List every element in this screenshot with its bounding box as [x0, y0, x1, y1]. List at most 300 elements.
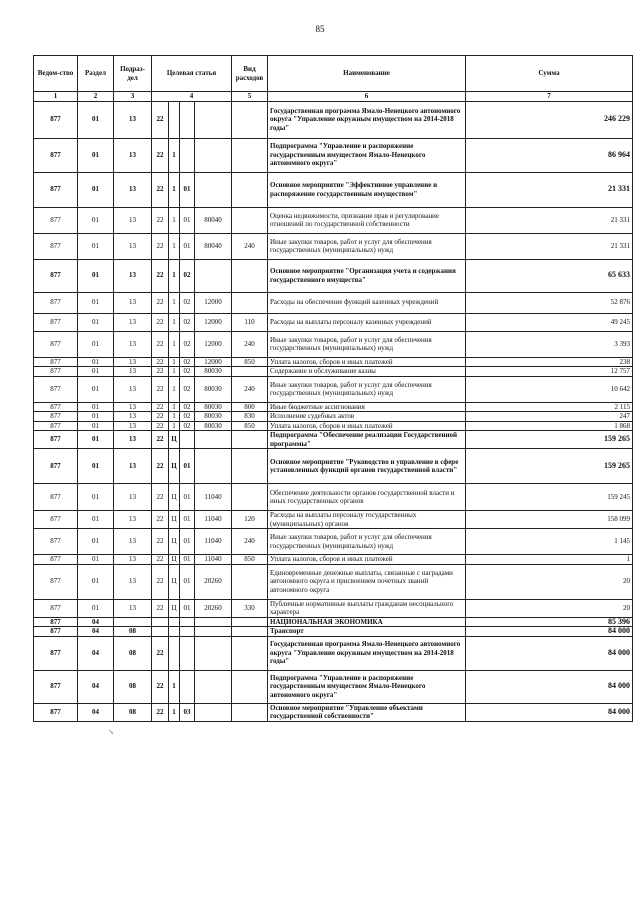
target-subprogram-cell: Ц: [169, 511, 180, 529]
sum-cell: 21 331: [466, 172, 633, 207]
table-row: [34, 421, 633, 431]
table-row: [34, 233, 633, 259]
table-row: [34, 599, 633, 617]
target-subprogram-cell: 1: [169, 357, 180, 367]
podrazdel-cell: 13: [114, 564, 152, 599]
dept-cell: 877: [34, 529, 78, 555]
column-number: 7: [466, 92, 633, 102]
target-program-cell: 22: [152, 670, 169, 703]
table-row: [34, 207, 633, 233]
target-direction-cell: 12000: [195, 313, 232, 331]
podrazdel-cell: 13: [114, 376, 152, 402]
target-subprogram-cell: 1: [169, 402, 180, 412]
vid-cell: [232, 207, 268, 233]
target-program-cell: 22: [152, 703, 169, 721]
table-row: [34, 529, 633, 555]
sum-cell: 10 642: [466, 376, 633, 402]
razdel-cell: 04: [78, 627, 114, 637]
razdel-cell: 01: [78, 357, 114, 367]
target-event-cell: [180, 101, 195, 138]
target-direction-cell: 80030: [195, 376, 232, 402]
dept-cell: 877: [34, 670, 78, 703]
vid-cell: 850: [232, 555, 268, 565]
target-direction-cell: 11040: [195, 484, 232, 511]
target-subprogram-cell: 1: [169, 292, 180, 313]
target-event-cell: 02: [180, 259, 195, 292]
podrazdel-cell: 13: [114, 259, 152, 292]
target-direction-cell: 11040: [195, 529, 232, 555]
target-event-cell: [180, 138, 195, 172]
dept-cell: 877: [34, 357, 78, 367]
podrazdel-cell: 13: [114, 449, 152, 484]
name-cell: Иные закупки товаров, работ и услуг для обеспечения государственных (муниципальных) нужд: [268, 376, 466, 402]
name-cell: Расходы на обеспечение функций казенных учреждений: [268, 292, 466, 313]
target-direction-cell: [195, 431, 232, 449]
target-event-cell: 01: [180, 599, 195, 617]
column-number: 5: [232, 92, 268, 102]
sum-cell: 3 393: [466, 331, 633, 357]
name-cell: Иные бюджетные ассигнования: [268, 402, 466, 412]
dept-cell: 877: [34, 484, 78, 511]
page-number: 85: [315, 24, 325, 34]
target-direction-cell: 80040: [195, 233, 232, 259]
column-number: 6: [268, 92, 466, 102]
table-row: [34, 511, 633, 529]
target-event-cell: 01: [180, 484, 195, 511]
sum-cell: 12 757: [466, 367, 633, 377]
name-cell: Оценка недвижимости, признание прав и регулирование отношений по государственной собственности: [268, 207, 466, 233]
sum-cell: 159 245: [466, 484, 633, 511]
razdel-cell: 01: [78, 421, 114, 431]
razdel-cell: 01: [78, 484, 114, 511]
razdel-cell: 01: [78, 101, 114, 138]
target-program-cell: 22: [152, 421, 169, 431]
table-row: [34, 484, 633, 511]
header-vid: Вид расходов: [232, 56, 268, 92]
dept-cell: 877: [34, 402, 78, 412]
column-number: 4: [152, 92, 232, 102]
target-event-cell: 01: [180, 449, 195, 484]
target-direction-cell: 80030: [195, 421, 232, 431]
razdel-cell: 01: [78, 449, 114, 484]
target-program-cell: 22: [152, 207, 169, 233]
target-subprogram-cell: 1: [169, 703, 180, 721]
target-event-cell: 01: [180, 511, 195, 529]
column-number: 3: [114, 92, 152, 102]
podrazdel-cell: 13: [114, 412, 152, 422]
name-cell: Исполнение судебных актов: [268, 412, 466, 422]
name-cell: Содержание и обслуживание казны: [268, 367, 466, 377]
target-event-cell: 01: [180, 172, 195, 207]
podrazdel-cell: 13: [114, 529, 152, 555]
razdel-cell: 01: [78, 313, 114, 331]
sum-cell: 2 115: [466, 402, 633, 412]
table-row: [34, 138, 633, 172]
target-program-cell: 22: [152, 357, 169, 367]
target-subprogram-cell: [169, 627, 180, 637]
podrazdel-cell: 08: [114, 703, 152, 721]
target-direction-cell: 80030: [195, 402, 232, 412]
column-number: 1: [34, 92, 78, 102]
vid-cell: [232, 617, 268, 627]
podrazdel-cell: 13: [114, 207, 152, 233]
vid-cell: 110: [232, 313, 268, 331]
target-direction-cell: 20260: [195, 599, 232, 617]
vid-cell: 850: [232, 357, 268, 367]
dept-cell: 877: [34, 449, 78, 484]
name-cell: Подпрограмма "Обеспечение реализации Государственной программы": [268, 431, 466, 449]
vid-cell: [232, 449, 268, 484]
vid-cell: [232, 292, 268, 313]
podrazdel-cell: 08: [114, 636, 152, 670]
vid-cell: [232, 627, 268, 637]
razdel-cell: 04: [78, 703, 114, 721]
podrazdel-cell: 13: [114, 292, 152, 313]
target-program-cell: 22: [152, 412, 169, 422]
target-program-cell: 22: [152, 313, 169, 331]
target-direction-cell: [195, 617, 232, 627]
podrazdel-cell: 13: [114, 402, 152, 412]
dept-cell: 877: [34, 636, 78, 670]
name-cell: Основное мероприятие "Эффективное управление и распоряжение государственным имуществом": [268, 172, 466, 207]
target-subprogram-cell: [169, 636, 180, 670]
vid-cell: 240: [232, 233, 268, 259]
sum-cell: 247: [466, 412, 633, 422]
sum-cell: 85 396: [466, 617, 633, 627]
target-subprogram-cell: Ц: [169, 449, 180, 484]
vid-cell: [232, 172, 268, 207]
target-program-cell: 22: [152, 331, 169, 357]
sum-cell: 1 868: [466, 421, 633, 431]
target-subprogram-cell: Ц: [169, 431, 180, 449]
header-name: Наименование: [268, 56, 466, 92]
header-target: Целевая статья: [152, 56, 232, 92]
target-subprogram-cell: 1: [169, 172, 180, 207]
razdel-cell: 01: [78, 555, 114, 565]
target-program-cell: 22: [152, 555, 169, 565]
dept-cell: 877: [34, 511, 78, 529]
podrazdel-cell: 13: [114, 313, 152, 331]
dept-cell: 877: [34, 101, 78, 138]
vid-cell: [232, 484, 268, 511]
target-program-cell: 22: [152, 101, 169, 138]
target-event-cell: 02: [180, 313, 195, 331]
vid-cell: [232, 703, 268, 721]
target-program-cell: 22: [152, 564, 169, 599]
header-podrazdel: Подраз-дел: [114, 56, 152, 92]
table-row: [34, 292, 633, 313]
target-subprogram-cell: 1: [169, 670, 180, 703]
target-program-cell: 22: [152, 599, 169, 617]
target-event-cell: [180, 670, 195, 703]
sum-cell: 238: [466, 357, 633, 367]
target-program-cell: 22: [152, 484, 169, 511]
sum-cell: 1: [466, 555, 633, 565]
target-subprogram-cell: 1: [169, 367, 180, 377]
column-number: 2: [78, 92, 114, 102]
razdel-cell: 01: [78, 292, 114, 313]
razdel-cell: 01: [78, 529, 114, 555]
razdel-cell: 01: [78, 376, 114, 402]
sum-cell: 21 331: [466, 233, 633, 259]
razdel-cell: 01: [78, 172, 114, 207]
table-row: [34, 367, 633, 377]
target-event-cell: 02: [180, 402, 195, 412]
target-direction-cell: 12000: [195, 357, 232, 367]
name-cell: Уплата налогов, сборов и иных платежей: [268, 555, 466, 565]
target-direction-cell: 80030: [195, 367, 232, 377]
name-cell: Основное мероприятие "Организация учета и содержания государственного имущества": [268, 259, 466, 292]
target-subprogram-cell: [169, 101, 180, 138]
razdel-cell: 04: [78, 636, 114, 670]
target-direction-cell: [195, 703, 232, 721]
sum-cell: 159 265: [466, 431, 633, 449]
sum-cell: 158 099: [466, 511, 633, 529]
dept-cell: 877: [34, 412, 78, 422]
target-event-cell: [180, 617, 195, 627]
target-event-cell: 02: [180, 292, 195, 313]
target-direction-cell: 11040: [195, 511, 232, 529]
dept-cell: 877: [34, 367, 78, 377]
vid-cell: [232, 636, 268, 670]
name-cell: Государственная программа Ямало-Ненецкого автономного округа "Управление окружным имуществом на 2014-2018 годы": [268, 101, 466, 138]
dept-cell: 877: [34, 617, 78, 627]
sum-cell: 65 633: [466, 259, 633, 292]
table-row: [34, 172, 633, 207]
vid-cell: 240: [232, 331, 268, 357]
razdel-cell: 01: [78, 138, 114, 172]
razdel-cell: 01: [78, 207, 114, 233]
vid-cell: [232, 138, 268, 172]
dept-cell: 877: [34, 564, 78, 599]
target-event-cell: [180, 627, 195, 637]
target-direction-cell: 12000: [195, 331, 232, 357]
razdel-cell: 01: [78, 412, 114, 422]
sum-cell: 1 145: [466, 529, 633, 555]
target-subprogram-cell: 1: [169, 207, 180, 233]
podrazdel-cell: 08: [114, 670, 152, 703]
target-event-cell: [180, 636, 195, 670]
podrazdel-cell: 13: [114, 421, 152, 431]
razdel-cell: 01: [78, 367, 114, 377]
sum-cell: 84 000: [466, 627, 633, 637]
podrazdel-cell: 13: [114, 431, 152, 449]
table-row: [34, 670, 633, 703]
dept-cell: 877: [34, 599, 78, 617]
target-direction-cell: 80040: [195, 207, 232, 233]
target-direction-cell: [195, 627, 232, 637]
sum-cell: 84 000: [466, 670, 633, 703]
target-event-cell: 01: [180, 564, 195, 599]
target-direction-cell: [195, 449, 232, 484]
razdel-cell: 01: [78, 259, 114, 292]
podrazdel-cell: 13: [114, 599, 152, 617]
vid-cell: 120: [232, 511, 268, 529]
dept-cell: 877: [34, 138, 78, 172]
dept-cell: 877: [34, 259, 78, 292]
target-direction-cell: 20260: [195, 564, 232, 599]
vid-cell: [232, 564, 268, 599]
table-row: [34, 449, 633, 484]
podrazdel-cell: 13: [114, 511, 152, 529]
podrazdel-cell: 13: [114, 101, 152, 138]
target-program-cell: [152, 617, 169, 627]
dept-cell: 877: [34, 627, 78, 637]
sum-cell: 52 876: [466, 292, 633, 313]
table-row: [34, 313, 633, 331]
target-program-cell: 22: [152, 172, 169, 207]
table-row: [34, 331, 633, 357]
target-program-cell: 22: [152, 636, 169, 670]
target-event-cell: 02: [180, 376, 195, 402]
sum-cell: 20: [466, 564, 633, 599]
table-row: [34, 101, 633, 138]
target-program-cell: 22: [152, 402, 169, 412]
podrazdel-cell: 13: [114, 172, 152, 207]
table-row: [34, 617, 633, 627]
table-row: [34, 431, 633, 449]
target-subprogram-cell: Ц: [169, 529, 180, 555]
table-row: [34, 259, 633, 292]
header-sum: Сумма: [466, 56, 633, 92]
target-direction-cell: 11040: [195, 555, 232, 565]
vid-cell: 830: [232, 412, 268, 422]
target-event-cell: 02: [180, 331, 195, 357]
razdel-cell: 01: [78, 402, 114, 412]
name-cell: Подпрограмма "Управление и распоряжение государственным имуществом Ямало-Ненецкого автономного округа": [268, 138, 466, 172]
column-numbers-row: [34, 92, 633, 102]
target-program-cell: 22: [152, 431, 169, 449]
vid-cell: [232, 670, 268, 703]
razdel-cell: 04: [78, 617, 114, 627]
podrazdel-cell: 13: [114, 367, 152, 377]
razdel-cell: 01: [78, 564, 114, 599]
target-event-cell: 02: [180, 412, 195, 422]
target-subprogram-cell: 1: [169, 138, 180, 172]
dept-cell: 877: [34, 313, 78, 331]
target-subprogram-cell: 1: [169, 331, 180, 357]
table-row: [34, 636, 633, 670]
dept-cell: 877: [34, 207, 78, 233]
name-cell: Государственная программа Ямало-Ненецкого автономного округа "Управление окружным имуществом на 2014-2018 годы": [268, 636, 466, 670]
target-subprogram-cell: Ц: [169, 555, 180, 565]
target-program-cell: 22: [152, 259, 169, 292]
table-row: [34, 555, 633, 565]
target-program-cell: 22: [152, 511, 169, 529]
target-program-cell: 22: [152, 367, 169, 377]
target-subprogram-cell: Ц: [169, 484, 180, 511]
vid-cell: 240: [232, 529, 268, 555]
target-program-cell: 22: [152, 376, 169, 402]
dept-cell: 877: [34, 172, 78, 207]
podrazdel-cell: 13: [114, 555, 152, 565]
razdel-cell: 01: [78, 233, 114, 259]
name-cell: Расходы на выплаты персоналу казенных учреждений: [268, 313, 466, 331]
sum-cell: 159 265: [466, 449, 633, 484]
target-program-cell: 22: [152, 292, 169, 313]
name-cell: Уплата налогов, сборов и иных платежей: [268, 421, 466, 431]
podrazdel-cell: 13: [114, 233, 152, 259]
target-event-cell: 02: [180, 421, 195, 431]
target-event-cell: 01: [180, 207, 195, 233]
vid-cell: [232, 259, 268, 292]
vid-cell: 330: [232, 599, 268, 617]
sum-cell: 84 000: [466, 703, 633, 721]
dept-cell: 877: [34, 233, 78, 259]
razdel-cell: 01: [78, 599, 114, 617]
name-cell: Транспорт: [268, 627, 466, 637]
dept-cell: 877: [34, 331, 78, 357]
sum-cell: 20: [466, 599, 633, 617]
vid-cell: 240: [232, 376, 268, 402]
vid-cell: [232, 431, 268, 449]
target-direction-cell: 80030: [195, 412, 232, 422]
target-event-cell: 01: [180, 555, 195, 565]
sum-cell: 86 964: [466, 138, 633, 172]
scan-mark: ↘: [108, 728, 114, 736]
podrazdel-cell: 13: [114, 357, 152, 367]
name-cell: Расходы на выплаты персоналу государственных (муниципальных) органов: [268, 511, 466, 529]
target-event-cell: 03: [180, 703, 195, 721]
table-row: [34, 703, 633, 721]
target-subprogram-cell: 1: [169, 233, 180, 259]
vid-cell: 850: [232, 421, 268, 431]
vid-cell: [232, 101, 268, 138]
target-direction-cell: [195, 259, 232, 292]
name-cell: Подпрограмма "Управление и распоряжение государственным имуществом Ямало-Ненецкого автономного округа": [268, 670, 466, 703]
target-subprogram-cell: 1: [169, 313, 180, 331]
razdel-cell: 01: [78, 331, 114, 357]
dept-cell: 877: [34, 703, 78, 721]
table-row: [34, 376, 633, 402]
target-program-cell: 22: [152, 138, 169, 172]
razdel-cell: 04: [78, 670, 114, 703]
sum-cell: 21 331: [466, 207, 633, 233]
target-program-cell: 22: [152, 529, 169, 555]
target-direction-cell: [195, 101, 232, 138]
target-event-cell: [180, 431, 195, 449]
table-row: [34, 412, 633, 422]
target-direction-cell: [195, 172, 232, 207]
table-row: [34, 627, 633, 637]
target-subprogram-cell: 1: [169, 412, 180, 422]
podrazdel-cell: 13: [114, 138, 152, 172]
dept-cell: 877: [34, 431, 78, 449]
vid-cell: 800: [232, 402, 268, 412]
target-subprogram-cell: Ц: [169, 564, 180, 599]
name-cell: Иные закупки товаров, работ и услуг для обеспечения государственных (муниципальных) нужд: [268, 331, 466, 357]
podrazdel-cell: [114, 617, 152, 627]
podrazdel-cell: 13: [114, 484, 152, 511]
name-cell: Единовременные денежные выплаты, связанные с наградами автономного округа и присвоением почетных званий автономного округа: [268, 564, 466, 599]
target-subprogram-cell: [169, 617, 180, 627]
table-header-row: [34, 56, 633, 92]
target-event-cell: 01: [180, 233, 195, 259]
target-direction-cell: [195, 670, 232, 703]
sum-cell: 49 245: [466, 313, 633, 331]
razdel-cell: 01: [78, 511, 114, 529]
name-cell: Обеспечение деятельности органов государственной власти и иных государственных органов: [268, 484, 466, 511]
target-program-cell: 22: [152, 449, 169, 484]
dept-cell: 877: [34, 421, 78, 431]
target-event-cell: 02: [180, 367, 195, 377]
budget-table: [33, 55, 633, 722]
dept-cell: 877: [34, 555, 78, 565]
vid-cell: [232, 367, 268, 377]
header-dept: Ведом-ство: [34, 56, 78, 92]
target-direction-cell: 12000: [195, 292, 232, 313]
table-row: [34, 564, 633, 599]
